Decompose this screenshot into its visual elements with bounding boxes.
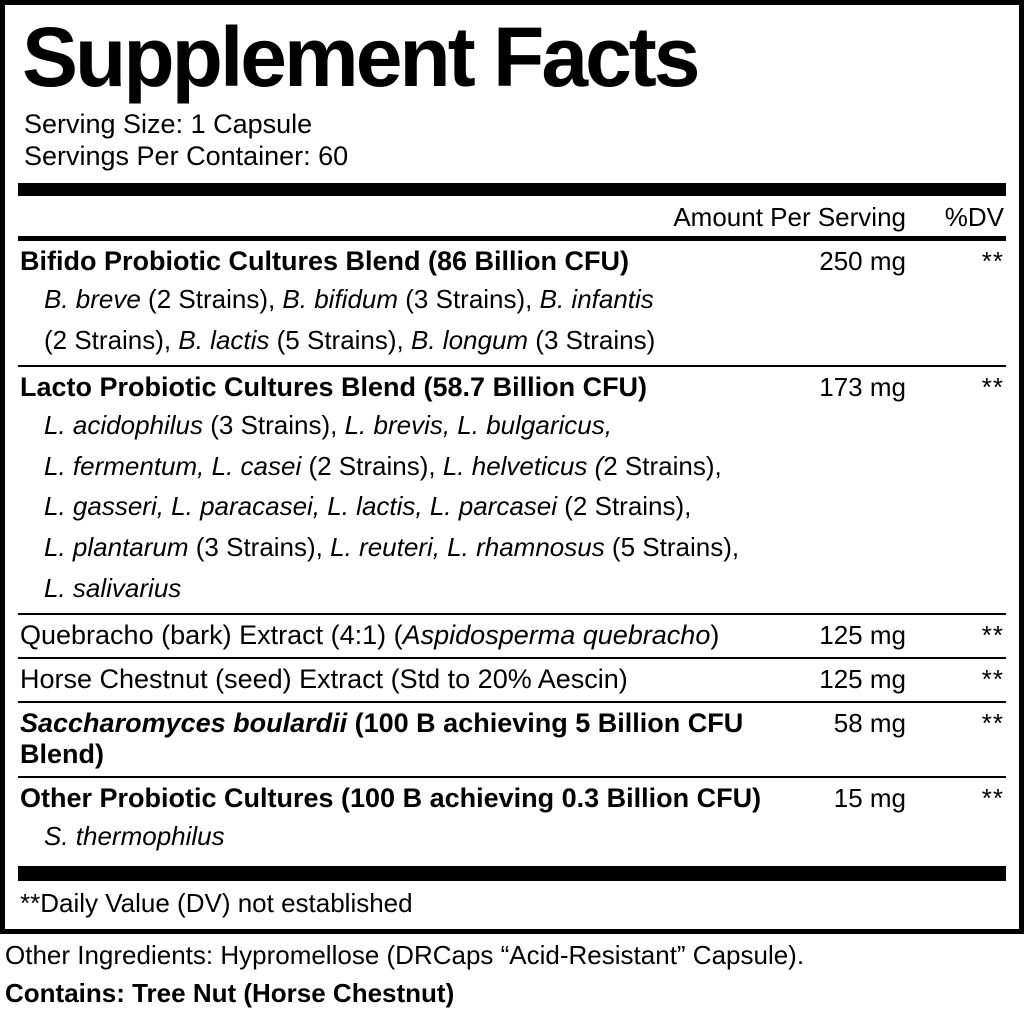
servings-per-container: Servings Per Container: 60 [24,140,349,171]
text-segment: (2 Strains), [301,450,443,481]
text-segment: S. thermophilus [44,821,225,852]
ingredient-dv: ** [981,783,1004,814]
text-segment: L. plantarum [44,532,189,563]
ingredient-row-main [18,783,1006,814]
ingredient-row [18,615,1006,657]
ingredient-subline [18,570,1006,607]
ingredient-name [18,620,766,651]
ingredient-name [18,708,766,770]
ingredient-subline [18,322,1006,359]
text-segment: Aspidosperma quebracho [402,620,711,651]
ingredient-subline [18,448,1006,485]
text-segment: Horse Chestnut (seed) Extract (Std to 20% Aescin) [20,664,628,695]
text-segment: L. salivarius [44,573,182,604]
ingredient-row-main [18,620,1006,651]
text-segment: B. breve [44,283,141,314]
text-segment: B. infantis [539,283,654,314]
ingredient-name [18,372,766,403]
other-ingredients: Other Ingredients: Hypromellose (DRCaps “Acid-Resistant” Capsule). [5,940,805,971]
ingredient-amount: 58 mg [833,708,906,739]
column-header-amount: Amount Per Serving [673,201,906,232]
text-segment: Bifido Probiotic Cultures Blend (86 Billion CFU) [20,245,630,276]
text-segment: B. longum [411,324,529,355]
text-segment: (2 Strains), [557,491,692,522]
ingredient-dv: ** [981,620,1004,651]
ingredient-row-main [18,372,1006,403]
ingredient-row-main [18,708,1006,770]
below-label-text [0,934,1024,1008]
ingredient-rows [18,241,1006,862]
ingredient-row-main [18,246,1006,277]
ingredient-name [18,783,766,814]
divider-thick-top [18,183,1006,196]
text-segment: ) [710,620,720,651]
text-segment: (2 Strains), [44,324,179,355]
daily-value-footnote: **Daily Value (DV) not established [20,888,413,919]
ingredient-dv: ** [981,708,1004,739]
ingredient-subline [18,281,1006,318]
ingredient-row [18,241,1006,365]
text-segment: Lacto Probiotic Cultures Blend (58.7 Billion CFU) [20,371,648,402]
ingredient-dv: ** [981,371,1004,402]
ingredient-row [18,703,1006,776]
ingredient-amount: 125 mg [819,664,906,695]
text-segment: Quebracho (bark) Extract (4:1) ( [20,620,403,651]
ingredient-row-main [18,664,1006,695]
text-segment: L. reuteri, L. rhamnosus [330,532,605,563]
ingredient-amount: 250 mg [819,245,906,276]
ingredient-amount: 125 mg [819,620,906,651]
text-segment: (3 Strains), [203,409,345,440]
text-segment: (5 Strains), [269,324,411,355]
text-segment: L. gasseri, L. paracasei, L. lactis, L. parcasei [44,491,558,522]
text-segment: L. acidophilus [44,409,203,440]
ingredient-row [18,367,1006,614]
ingredient-row [18,778,1006,861]
ingredient-subline [18,529,1006,566]
column-header-row [18,196,1006,236]
label-title: Supplement Facts [22,10,698,104]
text-segment: B. bifidum [282,283,399,314]
ingredient-subline [18,818,1006,855]
text-segment: L. brevis, L. bulgaricus, [344,409,612,440]
column-header-dv: %DV [944,201,1004,232]
text-segment: Saccharomyces boulardii [20,708,348,739]
ingredient-name [18,246,766,277]
allergen-contains: Contains: Tree Nut (Horse Chestnut) [5,977,455,1008]
text-segment: (3 Strains), [398,283,540,314]
text-segment: Other Probiotic Cultures (100 B achieving 0.3 Billion CFU) [20,783,762,814]
ingredient-amount: 15 mg [833,783,906,814]
text-segment: (2 Strains), [140,283,283,314]
ingredient-dv: ** [981,245,1004,276]
text-segment: (3 Strains), [188,532,331,563]
ingredient-subline [18,407,1006,444]
ingredient-subline [18,488,1006,525]
divider-thick-bottom [18,866,1006,881]
ingredient-name [18,664,766,695]
text-segment: (5 Strains), [604,532,740,563]
text-segment: (3 Strains) [528,324,656,355]
ingredient-row [18,659,1006,701]
text-segment: L. fermentum, L. casei [44,450,302,481]
text-segment: B. lactis [178,324,270,355]
text-segment: (100 B achieving 5 Billion CFU Blend) [20,708,744,770]
text-segment: 2 Strains), [603,450,722,481]
text-segment: L. helveticus ( [442,450,604,481]
ingredient-amount: 173 mg [819,371,906,402]
ingredient-dv: ** [981,664,1004,695]
serving-size: Serving Size: 1 Capsule [24,109,313,139]
